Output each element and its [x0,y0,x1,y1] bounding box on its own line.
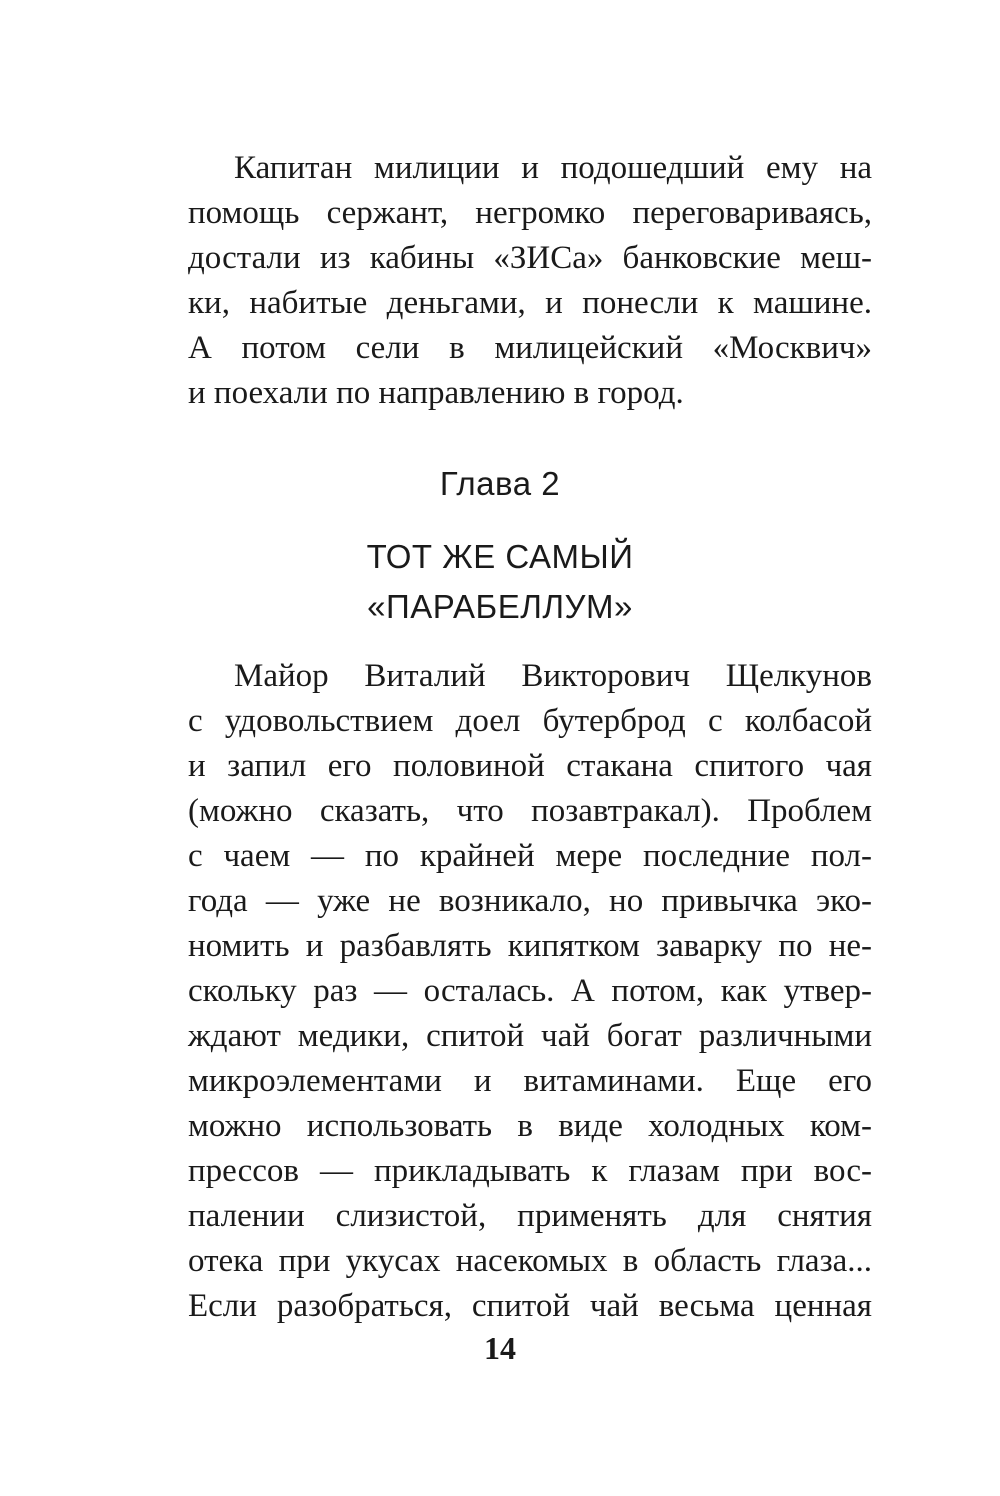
text-line: Капитан милиции и подошедший ему на [234,150,872,186]
text-line: (можно сказать, что позавтракал). Проблем [188,793,872,829]
text-line: с чаем — по крайней мере последние пол- [188,838,872,874]
text-line: достали из кабины «ЗИСа» банковские меш- [188,240,872,276]
page-number: 14 [484,1330,516,1366]
text-line: и запил его половиной стакана спитого чая [188,748,872,784]
chapter-title-line: «ПАРАБЕЛЛУМ» [367,588,633,625]
text-line: ки, набитые деньгами, и понесли к машине. [188,285,872,321]
text-line: номить и разбавлять кипятком заварку по не- [188,928,872,964]
chapter-label: Глава 2 [439,465,561,502]
text-line: и поехали по направлению в город. [188,375,684,411]
text-line: с удовольствием доел бутерброд с колбасой [188,703,872,739]
chapter-title [0,532,1000,632]
text-line: помощь сержант, негромко переговариваясь, [188,195,872,231]
text-line: прессов — прикладывать к глазам при вос- [188,1153,872,1189]
paragraph-2 [188,654,872,1329]
text-line: года — уже не возникало, но привычка эко- [188,883,872,919]
text-line: ждают медики, спитой чай богат различными [188,1018,872,1054]
paragraph-1 [188,146,872,416]
text-line: отека при укусах насекомых в область глаза... [188,1243,872,1279]
text-line: Майор Виталий Викторович Щелкунов [234,658,872,694]
text-line: А потом сели в милицейский «Москвич» [188,330,872,366]
text-line: микроэлементами и витаминами. Еще его [188,1063,872,1099]
text-line: Если разобраться, спитой чай весьма ценная [188,1288,872,1324]
text-line: палении слизистой, применять для снятия [188,1198,872,1234]
chapter-title-line: ТОТ ЖЕ САМЫЙ [366,538,634,575]
text-line: скольку раз — осталась. А потом, как утвер- [188,973,872,1009]
text-line: можно использовать в виде холодных ком- [188,1108,872,1144]
